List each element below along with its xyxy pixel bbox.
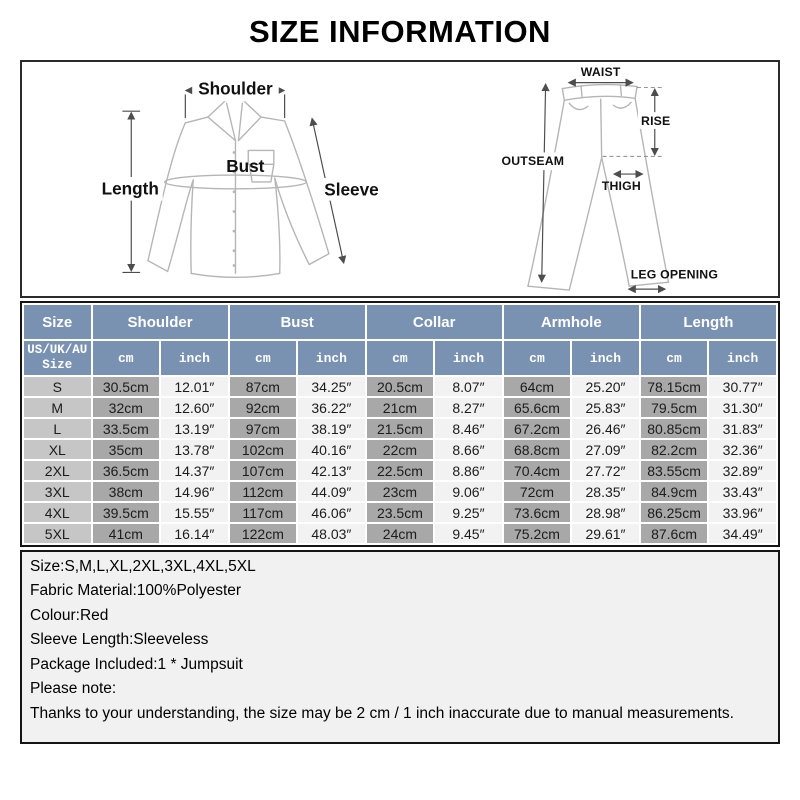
shirt-outline-drawing [148,99,329,277]
column-header-bust: Bust [230,305,365,339]
table-unit-header-row [24,341,776,375]
inch-value-cell: 8.66″ [435,440,502,459]
cm-value-cell: 38cm [93,482,160,501]
product-info-line: Please note: [30,680,117,697]
inch-value-cell: 15.55″ [161,503,228,522]
inch-value-cell: 46.06″ [298,503,365,522]
inch-value-cell: 42.13″ [298,461,365,480]
inch-value-cell: 36.22″ [298,398,365,417]
inch-value-cell: 33.96″ [709,503,776,522]
cm-value-cell: 24cm [367,524,434,543]
size-cell: XL [24,440,91,459]
cm-value-cell: 87.6cm [641,524,708,543]
column-header-armhole: Armhole [504,305,639,339]
waist-label: WAIST [580,64,621,79]
outseam-label: OUTSEAM [501,154,565,169]
unit-header-inch: inch [435,341,502,375]
unit-header-cm: cm [641,341,708,375]
unit-header-inch: inch [161,341,228,375]
inch-value-cell: 26.46″ [572,419,639,438]
size-cell: 5XL [24,524,91,543]
inch-value-cell: 25.83″ [572,398,639,417]
inch-value-cell: 28.35″ [572,482,639,501]
unit-header-cm: cm [230,341,297,375]
inch-value-cell: 28.98″ [572,503,639,522]
inch-value-cell: 48.03″ [298,524,365,543]
cm-value-cell: 83.55cm [641,461,708,480]
inch-value-cell: 40.16″ [298,440,365,459]
thigh-label: THIGH [601,178,641,193]
unit-header-inch: inch [298,341,365,375]
cm-value-cell: 117cm [230,503,297,522]
product-info-line: Colour:Red [30,606,109,624]
cm-value-cell: 87cm [230,377,297,396]
cm-value-cell: 22cm [367,440,434,459]
inch-value-cell: 27.09″ [572,440,639,459]
cm-value-cell: 122cm [230,524,297,543]
inch-value-cell: 16.14″ [161,524,228,543]
cm-value-cell: 64cm [504,377,571,396]
table-row [24,524,776,543]
cm-value-cell: 84.9cm [641,482,708,501]
size-cell: 4XL [24,503,91,522]
inch-value-cell: 27.72″ [572,461,639,480]
cm-value-cell: 75.2cm [504,524,571,543]
cm-value-cell: 107cm [230,461,297,480]
column-header-collar: Collar [367,305,502,339]
inch-value-cell: 30.77″ [709,377,776,396]
inch-value-cell: 38.19″ [298,419,365,438]
product-info-line: Size:S,M,L,XL,2XL,3XL,4XL,5XL [30,557,256,575]
inch-value-cell: 34.49″ [709,524,776,543]
cm-value-cell: 78.15cm [641,377,708,396]
cm-value-cell: 68.8cm [504,440,571,459]
cm-value-cell: 82.2cm [641,440,708,459]
inch-value-cell: 14.96″ [161,482,228,501]
cm-value-cell: 97cm [230,419,297,438]
cm-value-cell: 35cm [93,440,160,459]
cm-value-cell: 32cm [93,398,160,417]
product-info-line: Fabric Material:100%Polyester [30,582,242,599]
inch-value-cell: 31.30″ [709,398,776,417]
pants-measurement-diagram [387,62,778,296]
inch-value-cell: 8.86″ [435,461,502,480]
cm-value-cell: 73.6cm [504,503,571,522]
product-info-line: Thanks to your understanding, the size may be 2 cm / 1 inch inaccurate due to manual measurements. [30,704,734,722]
inch-value-cell: 33.43″ [709,482,776,501]
rise-label: RISE [641,113,671,128]
table-row [24,419,776,438]
shirt-measurement-diagram [22,62,387,296]
measurement-diagrams [20,60,780,298]
unit-header-inch: inch [709,341,776,375]
inch-value-cell: 9.25″ [435,503,502,522]
inch-value-cell: 13.78″ [161,440,228,459]
inch-value-cell: 12.60″ [161,398,228,417]
bust-label: Bust [226,156,265,177]
inch-value-cell: 12.01″ [161,377,228,396]
inch-value-cell: 34.25″ [298,377,365,396]
leg-opening-label: LEG OPENING [630,267,719,282]
cm-value-cell: 70.4cm [504,461,571,480]
shoulder-label: Shoulder [198,78,273,99]
cm-value-cell: 67.2cm [504,419,571,438]
unit-header-cm: cm [93,341,160,375]
product-info-line: Package Included:1 * Jumpsuit [30,655,243,673]
table-row [24,377,776,396]
size-cell: 2XL [24,461,91,480]
cm-value-cell: 86.25cm [641,503,708,522]
table-row [24,461,776,480]
inch-value-cell: 31.83″ [709,419,776,438]
inch-value-cell: 14.37″ [161,461,228,480]
inch-value-cell: 9.45″ [435,524,502,543]
cm-value-cell: 39.5cm [93,503,160,522]
cm-value-cell: 102cm [230,440,297,459]
inch-value-cell: 32.36″ [709,440,776,459]
inch-value-cell: 44.09″ [298,482,365,501]
sleeve-label: Sleeve [324,179,379,200]
inch-value-cell: 32.89″ [709,461,776,480]
size-table [20,301,780,547]
inch-value-cell: 8.46″ [435,419,502,438]
cm-value-cell: 80.85cm [641,419,708,438]
size-cell: S [24,377,91,396]
table-group-header-row [24,305,776,339]
row-header-us-uk-au-size: US/UK/AU Size [24,341,91,375]
table-row [24,398,776,417]
cm-value-cell: 41cm [93,524,160,543]
unit-header-inch: inch [572,341,639,375]
size-cell: M [24,398,91,417]
cm-value-cell: 79.5cm [641,398,708,417]
inch-value-cell: 8.07″ [435,377,502,396]
inch-value-cell: 29.61″ [572,524,639,543]
cm-value-cell: 21.5cm [367,419,434,438]
cm-value-cell: 30.5cm [93,377,160,396]
size-cell: L [24,419,91,438]
cm-value-cell: 72cm [504,482,571,501]
shirt-dimension-marks [98,77,383,273]
length-label: Length [101,178,159,199]
inch-value-cell: 9.06″ [435,482,502,501]
column-header-length: Length [641,305,776,339]
column-header-size: Size [24,305,91,339]
cm-value-cell: 23.5cm [367,503,434,522]
cm-value-cell: 112cm [230,482,297,501]
product-info-line: Sleeve Length:Sleeveless [30,631,209,648]
table-row [24,440,776,459]
cm-value-cell: 36.5cm [93,461,160,480]
inch-value-cell: 13.19″ [161,419,228,438]
cm-value-cell: 65.6cm [504,398,571,417]
cm-value-cell: 33.5cm [93,419,160,438]
inch-value-cell: 8.27″ [435,398,502,417]
cm-value-cell: 22.5cm [367,461,434,480]
inch-value-cell: 25.20″ [572,377,639,396]
page-title: SIZE INFORMATION [249,14,551,49]
table-row [24,503,776,522]
column-header-shoulder: Shoulder [93,305,228,339]
cm-value-cell: 92cm [230,398,297,417]
product-info-box [20,550,780,744]
table-row [24,482,776,501]
size-table-body [24,377,776,543]
cm-value-cell: 20.5cm [367,377,434,396]
cm-value-cell: 21cm [367,398,434,417]
unit-header-cm: cm [504,341,571,375]
unit-header-cm: cm [367,341,434,375]
size-cell: 3XL [24,482,91,501]
cm-value-cell: 23cm [367,482,434,501]
